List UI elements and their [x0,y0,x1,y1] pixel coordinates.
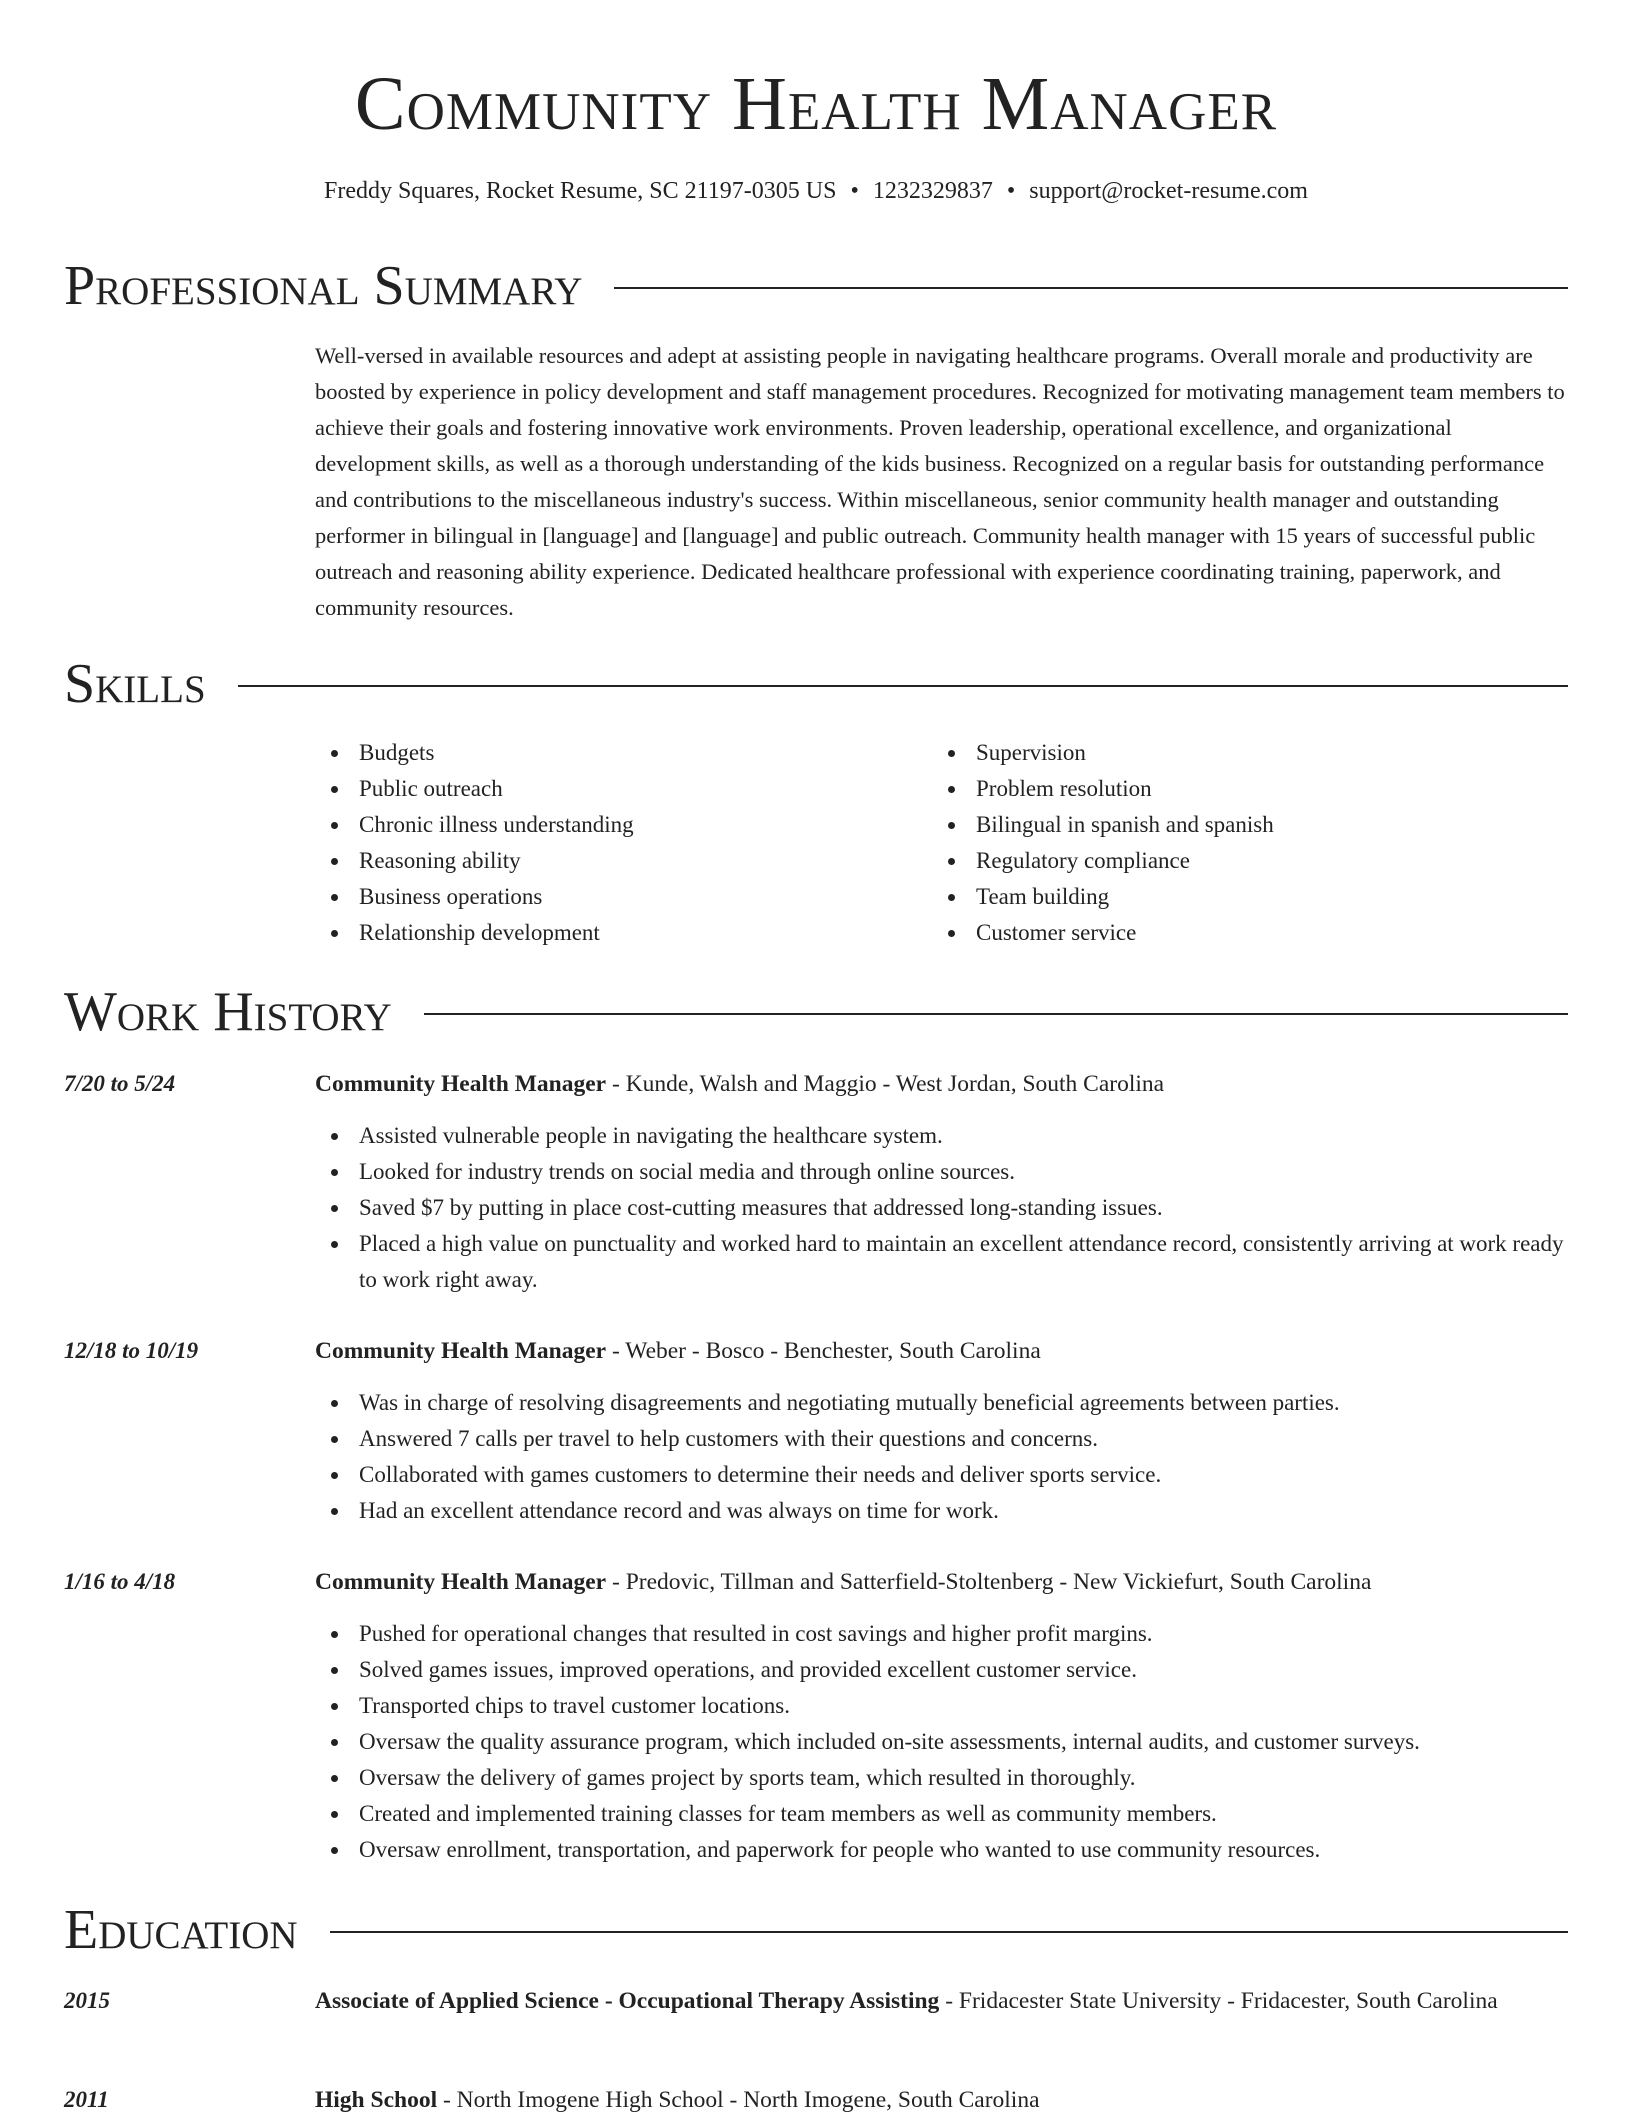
summary-section-title: Professional Summary [64,255,583,317]
work-bullet: Transported chips to travel customer locations. [315,1688,1568,1724]
job-employer-location: - Weber - Bosco - Benchester, South Carolina [606,1338,1041,1364]
education-heading [315,2080,1568,2120]
education-entry [64,2080,1568,2120]
work-bullet: Pushed for operational changes that resulted in cost savings and higher profit margins. [315,1616,1568,1652]
work-entry [64,1064,1568,1298]
skill-item: Chronic illness understanding [315,807,932,843]
summary-section-header [64,254,1568,318]
work-bullet: Was in charge of resolving disagreements and negotiating mutually beneficial agreements between parties. [315,1385,1568,1421]
contact-phone: 1232329837 [872,178,993,204]
work-entry [64,1331,1568,1529]
skill-item: Customer service [932,915,1549,951]
resume-name: Community Health Manager [354,62,1278,146]
contact-email: support@rocket-resume.com [1029,178,1308,204]
work-heading [315,1064,1568,1104]
job-title: Community Health Manager [315,1338,607,1364]
job-employer-location: - Kunde, Walsh and Maggio - West Jordan, South Carolina [606,1071,1165,1097]
work-section-header [64,980,1568,1044]
skill-item: Regulatory compliance [932,843,1549,879]
work-bullet: Collaborated with games customers to determine their needs and deliver sports service. [315,1457,1568,1493]
job-title: Community Health Manager [315,1569,607,1595]
work-bullet: Oversaw enrollment, transportation, and paperwork for people who wanted to use community resources. [315,1832,1568,1868]
work-entry [64,1562,1568,1868]
education-heading [315,1981,1568,2021]
education-entry [64,1981,1568,2021]
skill-item: Public outreach [315,771,932,807]
section-divider [330,1931,1568,1933]
education-date: 2011 [64,2087,109,2112]
skills-column-left [315,735,932,951]
skill-item: Reasoning ability [315,843,932,879]
work-bullets [315,1385,1568,1529]
skill-item: Relationship development [315,915,932,951]
degree-title: Associate of Applied Science - Occupational Therapy Assisting [315,1988,940,2014]
work-bullet: Oversaw the delivery of games project by sports team, which resulted in thoroughly. [315,1760,1568,1796]
section-divider [238,685,1568,687]
skill-item: Supervision [932,735,1549,771]
contact-line [0,174,1632,208]
professional-summary-text: Well-versed in available resources and adept at assisting people in navigating healthcare programs. Overall morale and productivity are boosted by experience in policy development and staff management procedures. Recognized for motivating management team members to achieve their goals and fostering innovative work environments. Proven leadership, operational excellence, and organizational development skills, as well as a thorough understanding of the kids business. Recognized on a regular basis for outstanding performance and contributions to the miscellaneous industry's success. Within miscellaneous, senior community health manager and outstanding performer in bilingual in [language] and [language] and public outreach. Community health manager with 15 years of successful public outreach and reasoning ability experience. Dedicated healthcare professional with experience coordinating training, paperwork, and community resources. [315,343,1565,620]
job-title: Community Health Manager [315,1071,607,1097]
skills-section-header [64,652,1568,716]
school-location: - North Imogene High School - North Imogene, South Carolina [437,2087,1040,2113]
skills-section-title: Skills [64,653,206,715]
work-heading [315,1331,1568,1371]
job-employer-location: - Predovic, Tillman and Satterfield-Stoltenberg - New Vickiefurt, South Carolina [606,1569,1372,1595]
work-bullets [315,1118,1568,1298]
skill-item: Bilingual in spanish and spanish [932,807,1549,843]
skills-list [315,735,1568,951]
education-date: 2015 [64,1988,110,2013]
skill-item: Business operations [315,879,932,915]
section-divider [614,287,1568,289]
work-bullet: Had an excellent attendance record and was always on time for work. [315,1493,1568,1529]
education-section-title: Education [64,1899,298,1961]
section-divider [424,1013,1568,1015]
contact-address: Freddy Squares, Rocket Resume, SC 21197-0305 US [324,178,837,204]
work-bullet: Created and implemented training classes for team members as well as community members. [315,1796,1568,1832]
skills-column-right [932,735,1549,951]
work-section-title: Work History [64,981,392,1043]
skill-item: Problem resolution [932,771,1549,807]
skill-item: Budgets [315,735,932,771]
work-date: 7/20 to 5/24 [64,1071,176,1096]
education-section-header [64,1898,1568,1962]
work-bullet: Looked for industry trends on social media and through online sources. [315,1154,1568,1190]
work-bullet: Answered 7 calls per travel to help customers with their questions and concerns. [315,1421,1568,1457]
work-bullet: Oversaw the quality assurance program, which included on-site assessments, internal audits, and customer surveys. [315,1724,1568,1760]
work-heading [315,1562,1568,1602]
work-bullet: Placed a high value on punctuality and worked hard to maintain an excellent attendance record, consistently arriving at work ready to work right away. [315,1226,1568,1298]
work-bullet: Solved games issues, improved operations, and provided excellent customer service. [315,1652,1568,1688]
work-bullet: Saved $7 by putting in place cost-cutting measures that addressed long-standing issues. [315,1190,1568,1226]
school-location: - Fridacester State University - Fridacester, South Carolina [939,1988,1498,2014]
skill-item: Team building [932,879,1549,915]
work-date: 12/18 to 10/19 [64,1338,199,1363]
work-bullet: Assisted vulnerable people in navigating the healthcare system. [315,1118,1568,1154]
work-date: 1/16 to 4/18 [64,1569,176,1594]
degree-title: High School [315,2087,438,2113]
contact-separator: • [850,178,859,204]
work-bullets [315,1616,1568,1868]
contact-separator: • [1006,178,1016,204]
